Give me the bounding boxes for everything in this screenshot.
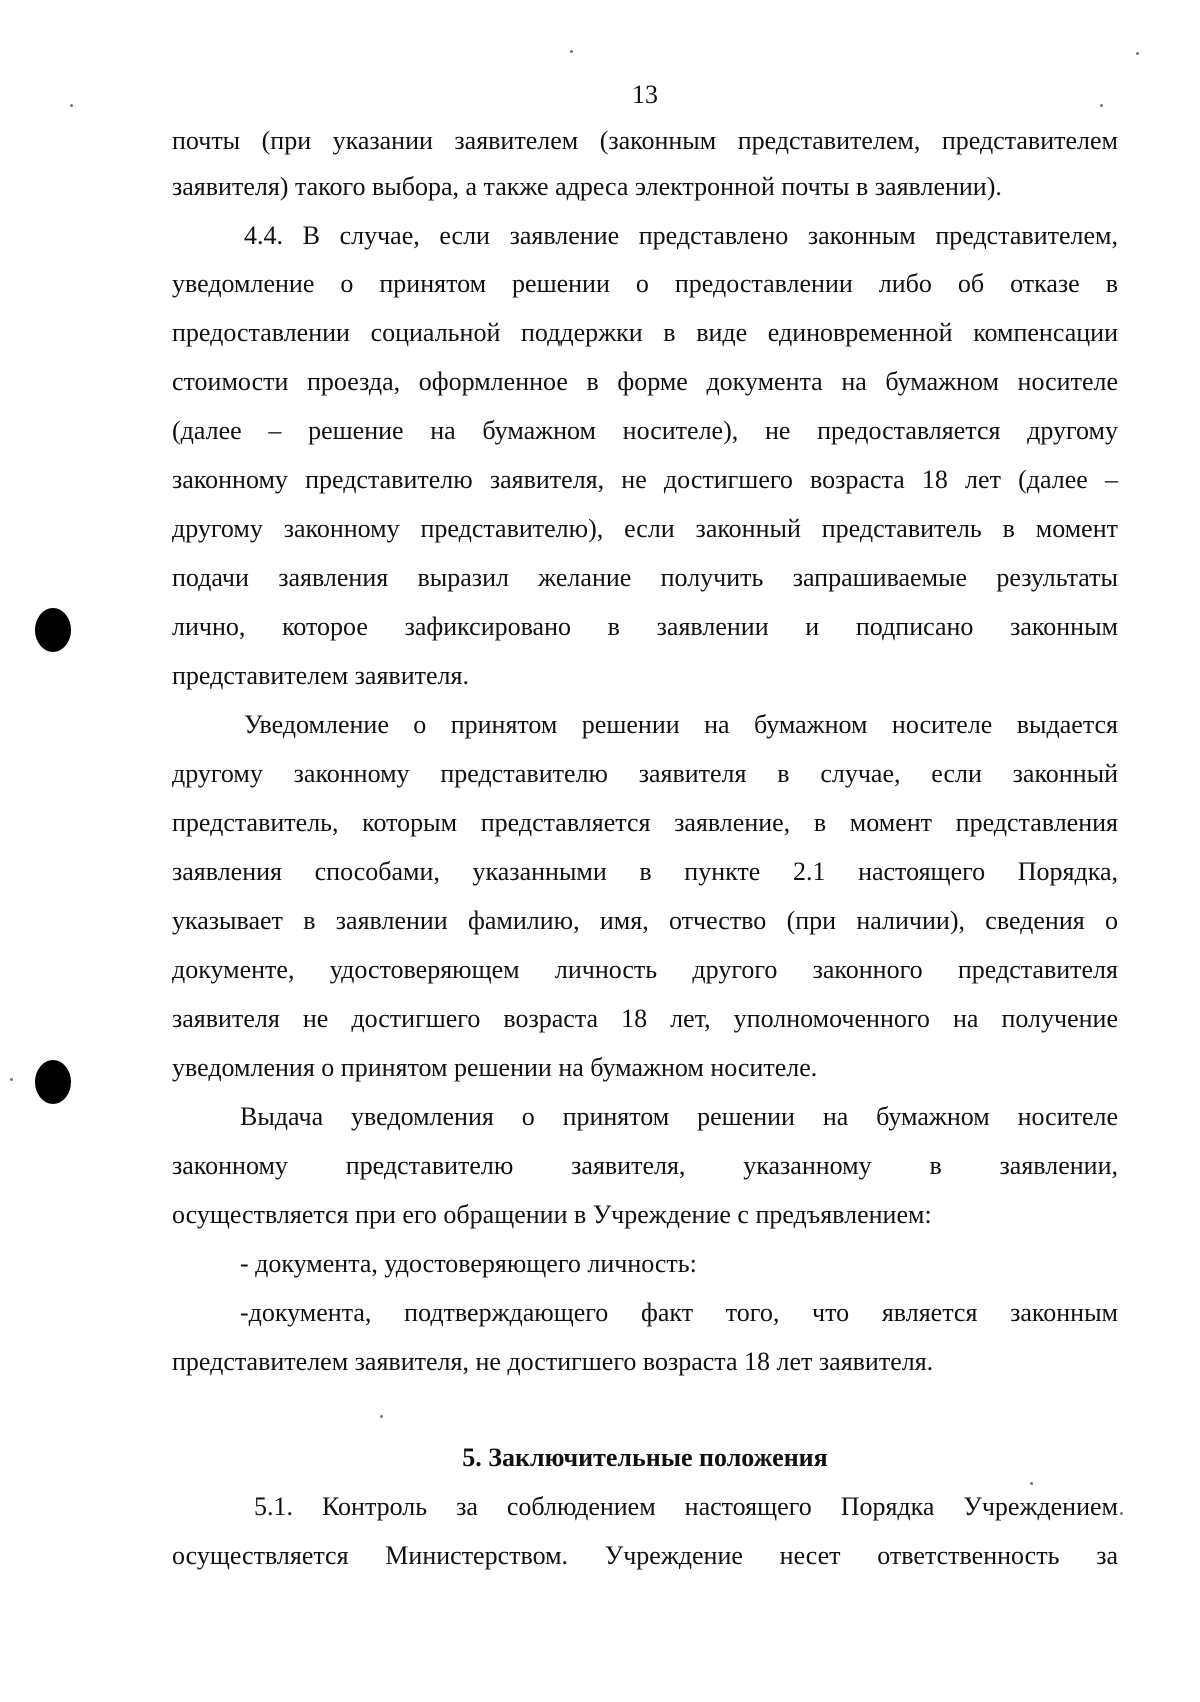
scan-speck	[1100, 104, 1103, 107]
text-line: заявления способами, указанными в пункте 2.1 настоящего Порядка,	[172, 857, 1118, 886]
text-line: Уведомление о принятом решении на бумажном носителе выдается	[244, 710, 1118, 739]
scan-speck	[10, 1078, 13, 1081]
text-line: уведомления о принятом решении на бумажном носителе.	[172, 1053, 818, 1082]
text-line: заявителя) такого выбора, а также адреса электронной почты в заявлении).	[172, 172, 1002, 201]
text-line: осуществляется Министерством. Учреждение несет ответственность за	[172, 1541, 1118, 1570]
text-line: законному представителю заявителя, не достигшего возраста 18 лет (далее –	[172, 465, 1118, 494]
scan-speck	[70, 104, 73, 107]
page-number: 13	[632, 80, 658, 109]
scan-speck	[1136, 52, 1139, 55]
punch-hole	[35, 608, 71, 652]
scan-speck	[1030, 1482, 1033, 1485]
text-line: 4.4. В случае, если заявление представлено законным представителем,	[244, 221, 1118, 250]
text-line: 5.1. Контроль за соблюдением настоящего Порядка Учреждением	[254, 1492, 1118, 1521]
text-line: другому законному представителю заявителя в случае, если законный	[172, 759, 1118, 788]
text-line: представитель, которым представляется заявление, в момент представления	[172, 808, 1118, 837]
text-line: лично, которое зафиксировано в заявлении и подписано законным	[172, 612, 1118, 641]
section-heading: 5. Заключительные положения	[462, 1443, 828, 1472]
text-line: подачи заявления выразил желание получить запрашиваемые результаты	[172, 563, 1118, 592]
scan-speck	[1120, 1512, 1123, 1515]
text-line: - документа, удостоверяющего личность:	[240, 1249, 697, 1278]
text-line: заявителя не достигшего возраста 18 лет, уполномоченного на получение	[172, 1004, 1118, 1033]
punch-hole	[35, 1060, 71, 1104]
scan-speck	[570, 50, 573, 53]
text-line: представителем заявителя, не достигшего возраста 18 лет заявителя.	[172, 1347, 934, 1376]
scan-speck	[380, 1415, 383, 1418]
text-line: Выдача уведомления о принятом решении на бумажном носителе	[240, 1102, 1118, 1131]
text-line: предоставлении социальной поддержки в виде единовременной компенсации	[172, 318, 1118, 347]
text-line: указывает в заявлении фамилию, имя, отчество (при наличии), сведения о	[172, 906, 1118, 935]
text-line: законному представителю заявителя, указанному в заявлении,	[172, 1151, 1118, 1180]
text-line: почты (при указании заявителем (законным представителем, представителем	[172, 126, 1118, 155]
text-line: (далее – решение на бумажном носителе), не предоставляется другому	[172, 416, 1118, 445]
text-line: другому законному представителю), если законный представитель в момент	[172, 514, 1118, 543]
text-line: стоимости проезда, оформленное в форме документа на бумажном носителе	[172, 367, 1118, 396]
text-line: уведомление о принятом решении о предоставлении либо об отказе в	[172, 269, 1118, 298]
text-line: -документа, подтверждающего факт того, что является законным	[240, 1298, 1118, 1327]
text-line: представителем заявителя.	[172, 661, 469, 690]
text-line: документе, удостоверяющем личность другого законного представителя	[172, 955, 1118, 984]
text-line: осуществляется при его обращении в Учреждение с предъявлением:	[172, 1200, 932, 1229]
